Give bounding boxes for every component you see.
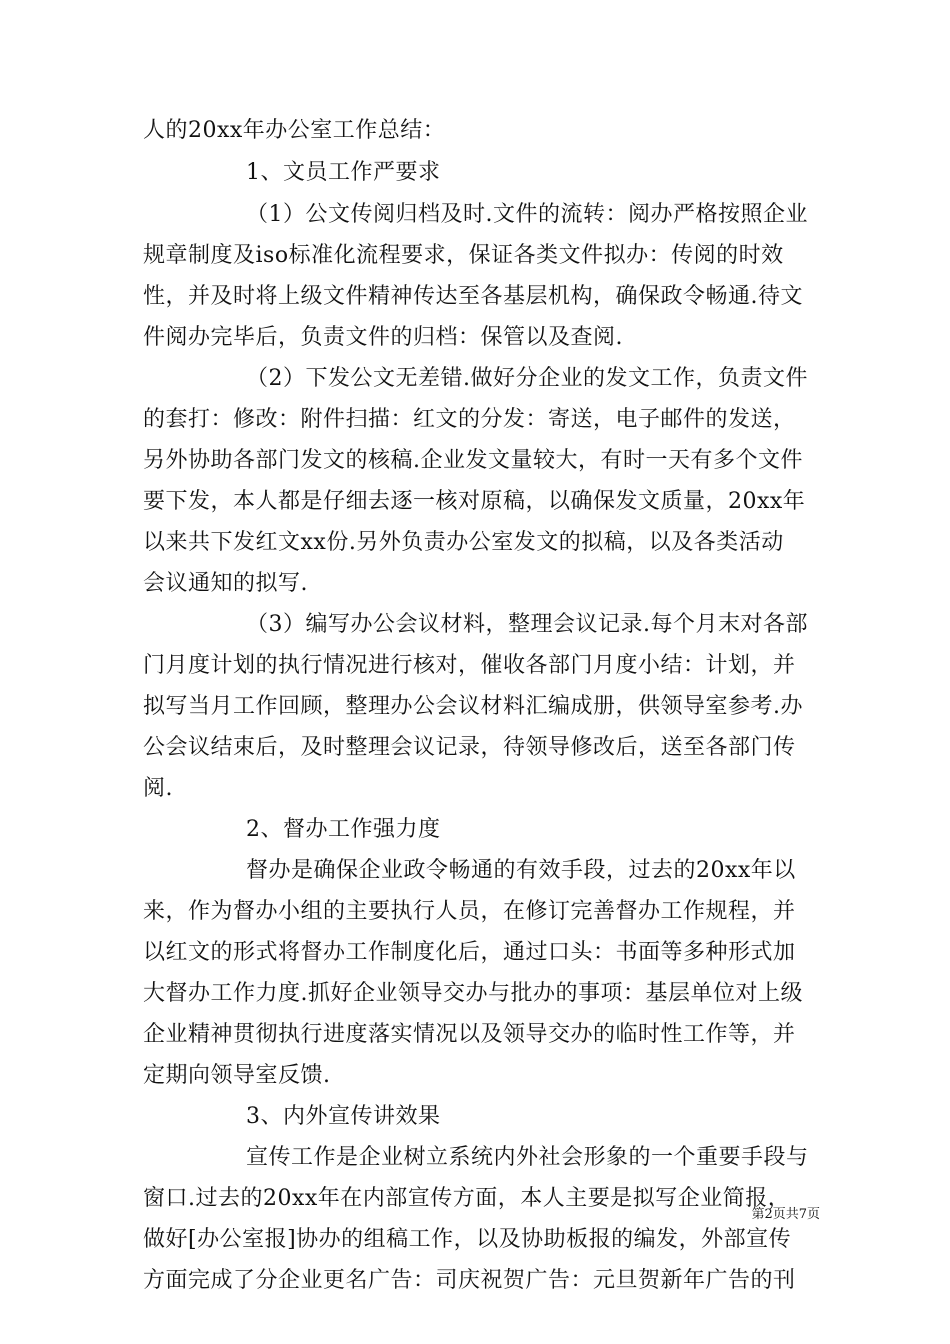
text-line: 会议通知的拟写. [143, 571, 308, 596]
text-line: （3）编写办公会议材料，整理会议记录.每个月末对各部 [246, 612, 808, 637]
section-heading: 1、文员工作严要求 [246, 160, 441, 185]
text-line: 规章制度及iso标准化流程要求，保证各类文件拟办：传阅的时效 [143, 243, 784, 268]
text-line: （1）公文传阅归档及时.文件的流转：阅办严格按照企业 [246, 202, 808, 227]
text-line: 的套打：修改：附件扫描：红文的分发：寄送，电子邮件的发送， [143, 407, 796, 432]
text-line: 方面完成了分企业更名广告：司庆祝贺广告：元旦贺新年广告的刊 [143, 1268, 796, 1293]
text-line: 公会议结束后，及时整理会议记录，待领导修改后，送至各部门传 [143, 735, 796, 760]
text-line: 件阅办完毕后，负责文件的归档：保管以及查阅. [143, 325, 623, 350]
text-line: 窗口.过去的20xx年在内部宣传方面，本人主要是拟写企业简报， [143, 1186, 791, 1211]
text-line: 人的20xx年办公室工作总结： [143, 118, 446, 143]
text-line: 另外协助各部门发文的核稿.企业发文量较大，有时一天有多个文件 [143, 448, 803, 473]
text-line: 以红文的形式将督办工作制度化后，通过口头：书面等多种形式加 [143, 940, 796, 965]
text-line: 大督办工作力度.抓好企业领导交办与批办的事项：基层单位对上级 [143, 981, 803, 1006]
text-line: 门月度计划的执行情况进行核对，催收各部门月度小结：计划，并 [143, 653, 796, 678]
text-line: 以来共下发红文xx份.另外负责办公室发文的拟稿，以及各类活动 [143, 530, 784, 555]
text-line: 拟写当月工作回顾，整理办公会议材料汇编成册，供领导室参考.办 [143, 694, 803, 719]
section-heading: 3、内外宣传讲效果 [246, 1104, 441, 1129]
page-number: 第2页共7页 [751, 1207, 820, 1222]
text-line: 阅. [143, 776, 173, 801]
text-line: 要下发，本人都是仔细去逐一核对原稿，以确保发文质量，20xx年 [143, 489, 806, 514]
text-line: 企业精神贯彻执行进度落实情况以及领导交办的临时性工作等，并 [143, 1022, 796, 1047]
text-line: 宣传工作是企业树立系统内外社会形象的一个重要手段与 [246, 1145, 809, 1170]
text-line: 性，并及时将上级文件精神传达至各基层机构，确保政令畅通.待文 [143, 284, 803, 309]
text-line: 定期向领导室反馈. [143, 1063, 331, 1088]
text-line: 做好[办公室报]协办的组稿工作，以及协助板报的编发，外部宣传 [143, 1227, 792, 1252]
text-line: （2）下发公文无差错.做好分企业的发文工作，负责文件 [246, 366, 808, 391]
text-line: 来，作为督办小组的主要执行人员，在修订完善督办工作规程，并 [143, 899, 796, 924]
text-line: 督办是确保企业政令畅通的有效手段，过去的20xx年以 [246, 858, 796, 883]
section-heading: 2、督办工作强力度 [246, 817, 441, 842]
